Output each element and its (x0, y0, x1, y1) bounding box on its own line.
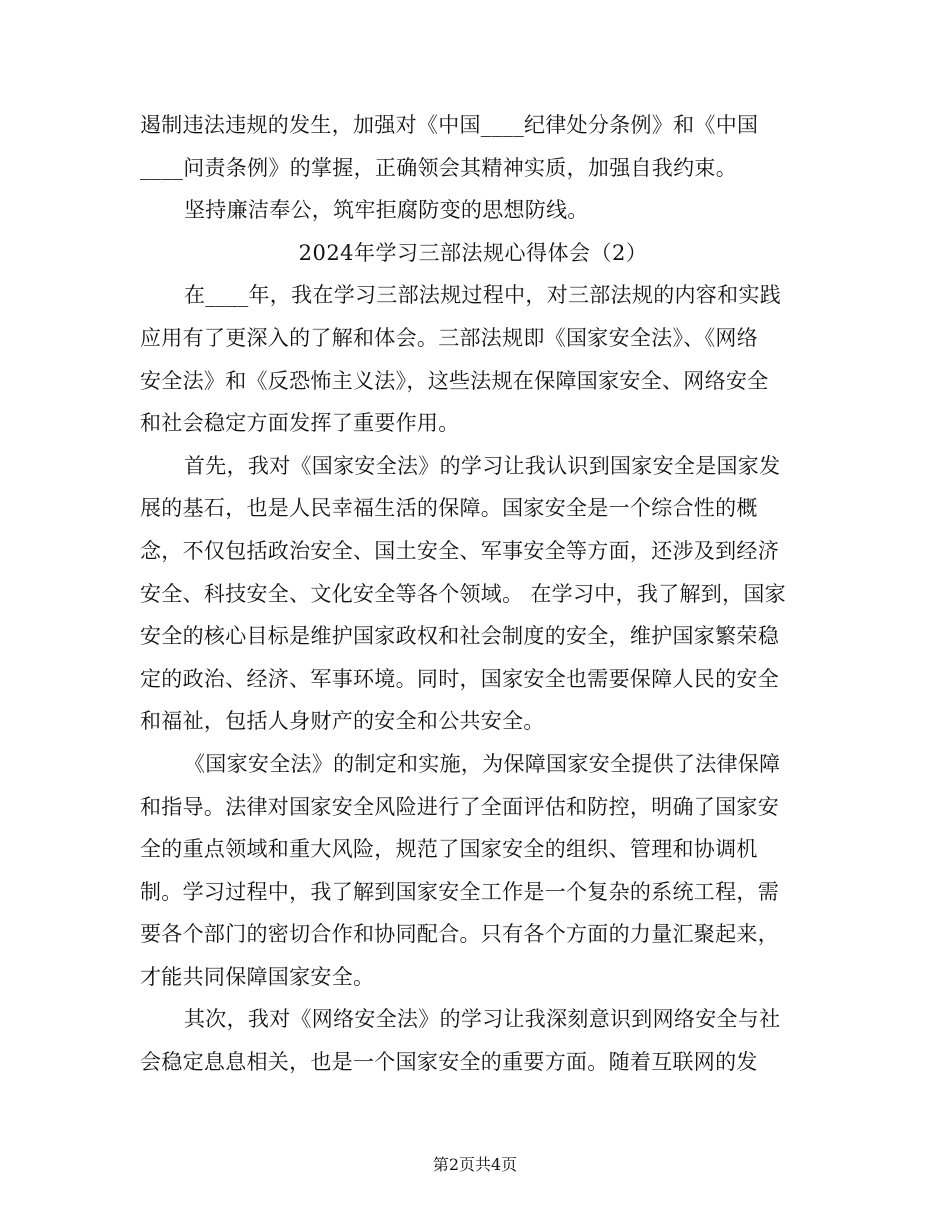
page-number-footer: 第2页共4页 (432, 1155, 518, 1174)
section-title: 2024年学习三部法规心得体会（2） (298, 240, 648, 265)
text-line: 和指导。法律对国家安全风险进行了全面评估和防控，明确了国家安 (140, 794, 779, 819)
text-line: 展的基石，也是人民幸福生活的保障。国家安全是一个综合性的概 (140, 496, 758, 521)
text-line: 《国家安全法》的制定和实施，为保障国家安全提供了法律保障 (184, 751, 781, 776)
text-line: 应用有了更深入的了解和体会。三部法规即《国家安全法》、《网络 (140, 325, 758, 350)
text-line: 全的重点领域和重大风险，规范了国家安全的组织、管理和协调机 (140, 837, 758, 862)
text-line: 制。学习过程中，我了解到国家安全工作是一个复杂的系统工程，需 (140, 879, 779, 904)
text-line: ____问责条例》的掌握，正确领会其精神实质，加强自我约束。 (140, 155, 737, 180)
text-line: 首先，我对《国家安全法》的学习让我认识到国家安全是国家发 (184, 453, 781, 478)
text-line: 其次，我对《网络安全法》的学习让我深刻意识到网络安全与社 (184, 1007, 781, 1032)
text-line: 念，不仅包括政治安全、国土安全、军事安全等方面，还涉及到经济 (140, 538, 779, 563)
text-line: 才能共同保障国家安全。 (140, 964, 375, 989)
text-line: 要各个部门的密切合作和协同配合。只有各个方面的力量汇聚起来， (140, 922, 779, 947)
text-line: 坚持廉洁奉公，筑牢拒腐防变的思想防线。 (184, 198, 589, 223)
text-line: 安全法》和《反恐怖主义法》，这些法规在保障国家安全、网络安全 (140, 368, 769, 393)
text-line: 和社会稳定方面发挥了重要作用。 (140, 411, 460, 436)
text-line: 安全、科技安全、文化安全等各个领域。 在学习中，我了解到，国家 (140, 581, 786, 606)
text-line: 遏制违法违规的发生，加强对《中国____纪律处分条例》和《中国 (140, 113, 759, 137)
document-body (140, 104, 806, 1084)
text-line: 会稳定息息相关，也是一个国家安全的重要方面。随着互联网的发 (140, 1050, 758, 1075)
text-line: 安全的核心目标是维护国家政权和社会制度的安全，维护国家繁荣稳 (140, 624, 779, 649)
text-line: 在____年，我在学习三部法规过程中，对三部法规的内容和实践 (184, 283, 781, 308)
text-line: 和福祉，包括人身财产的安全和公共安全。 (140, 709, 545, 734)
text-line: 定的政治、经济、军事环境。同时，国家安全也需要保障人民的安全 (140, 666, 779, 691)
